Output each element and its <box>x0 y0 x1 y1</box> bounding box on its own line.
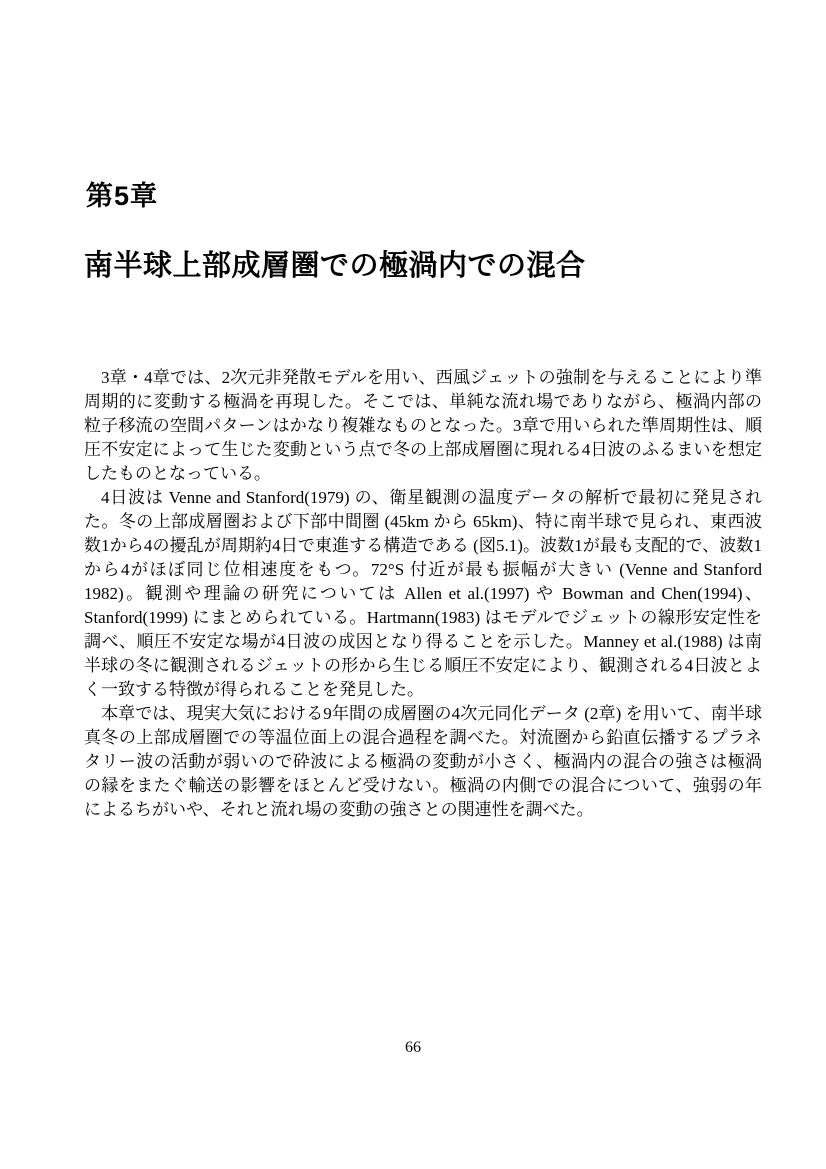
paragraph-1: 3章・4章では、2次元非発散モデルを用い、西風ジェットの強制を与えることにより準周期的に変動する極渦を再現した。そこでは、単純な流れ場でありながら、極渦内部の粒子移流の空間パターンはかなり複雑なものとなった。3章で用いられた準周期性は、順圧不安定によって生じた変動という点で冬の上部成層圏に現れる4日波のふるまいを想定したものとなっている。 <box>84 368 762 483</box>
paragraph-2: 4日波は Venne and Stanford(1979) の、衛星観測の温度データの解析で最初に発見された。冬の上部成層圏および下部中間圏 (45km から 65km)、特に南半球で見られ、東西波数1から4の擾乱が周期約4日で東進する構造である (図5.1)。波数1が最も支配的で、波数1から4がほぼ同じ位相速度をもつ。72°S 付近が最も振幅が大きい (Venne and Stanford 1982)。観測や理論の研究については Allen et al.(1997) や Bowman and Chen(1994)、Stanford(1999) にまとめられている。Hartmann(1983) はモデルでジェットの線形安定性を調べ、順圧不安定な場が4日波の成因となり得ることを示した。Manney et al.(1988) は南半球の冬に観測されるジェットの形から生じる順圧不安定により、観測される4日波とよく一致する特徴が得られることを発見した。 <box>84 488 762 699</box>
page-number: 66 <box>405 1039 421 1056</box>
chapter-title: 南半球上部成層圏での極渦内での混合 <box>84 250 586 282</box>
chapter-label: 第5章 <box>86 181 159 211</box>
paragraph-3: 本章では、現実大気における9年間の成層圏の4次元同化データ (2章) を用いて、南半球真冬の上部成層圏での等温位面上の混合過程を調べた。対流圏から鉛直伝播するプラネタリー波の活動が弱いので砕波による極渦の変動が小さく、極渦内の混合の強さは極渦の縁をまたぐ輸送の影響をほとんど受けない。極渦の内側での混合について、強弱の年によるちがいや、それと流れ場の変動の強さとの関連性を調べた。 <box>84 704 762 819</box>
body-text <box>84 366 762 822</box>
